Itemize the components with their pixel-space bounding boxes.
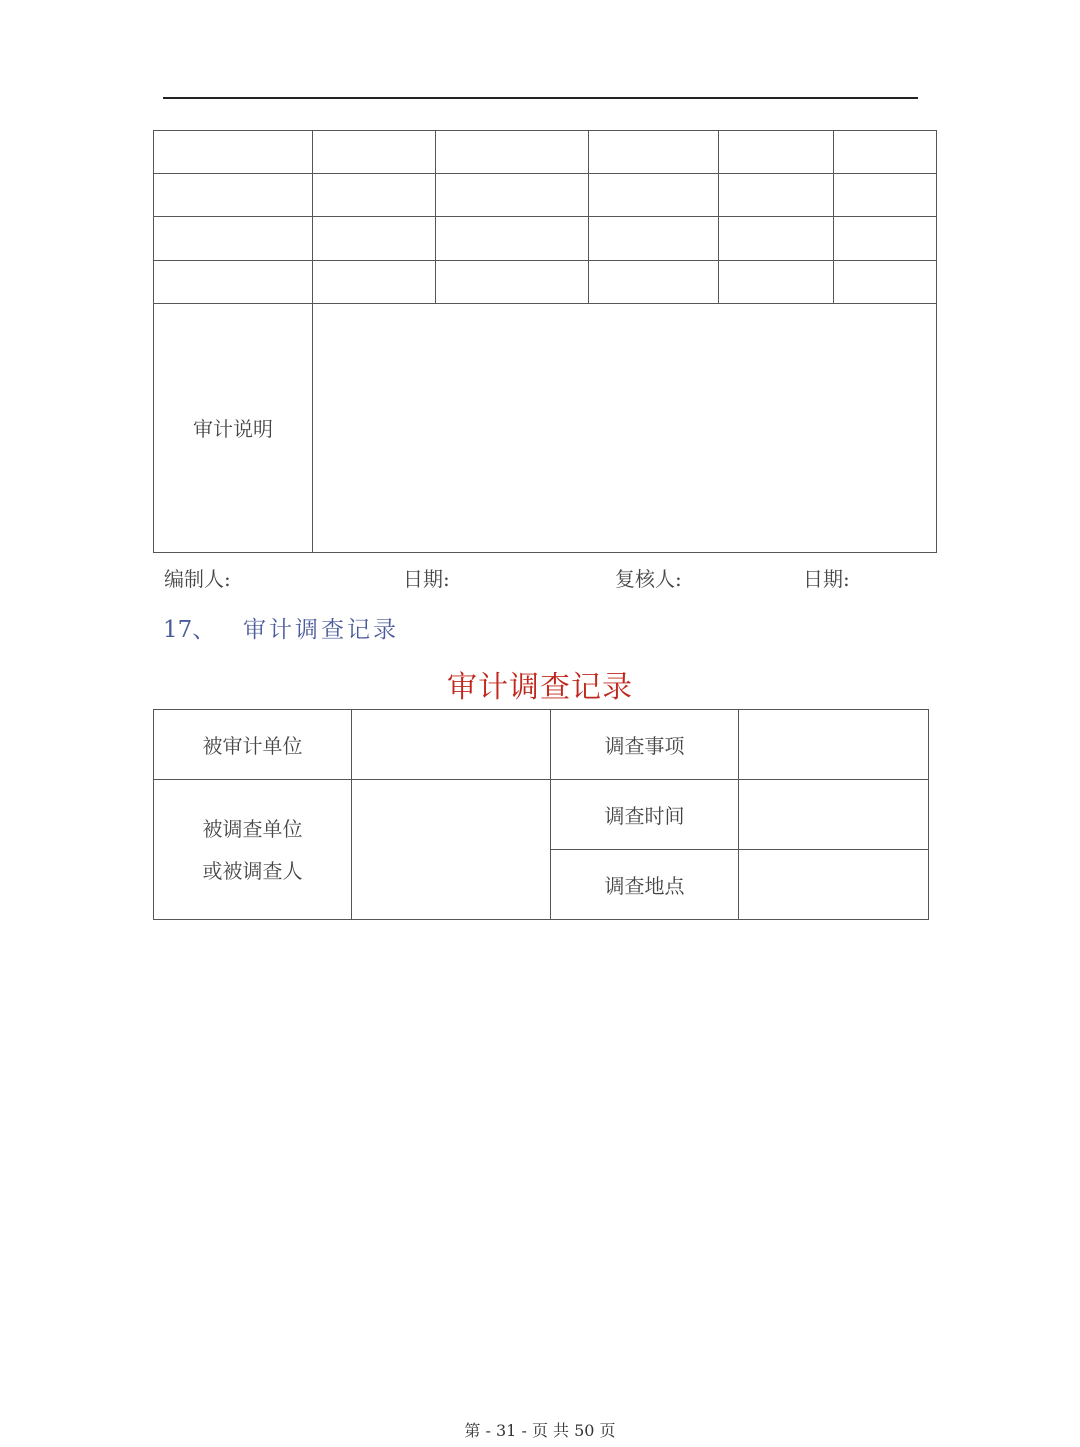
date-label: 日期: — [803, 567, 850, 591]
page-footer: 第 - 31 - 页 共 50 页 — [464, 1421, 616, 1440]
table-row — [154, 780, 929, 850]
investigation-matter-label: 调查事项 — [551, 710, 739, 780]
table-row — [154, 217, 937, 260]
audit-note-row — [154, 303, 937, 552]
table-row — [154, 710, 929, 780]
header-rule — [163, 97, 918, 99]
investigated-party-label — [154, 780, 352, 920]
form-title: 审计调查记录 — [447, 670, 633, 705]
table-row — [154, 131, 937, 174]
working-paper-table — [153, 130, 937, 553]
investigation-record-table — [153, 709, 929, 920]
investigation-time-value — [739, 780, 929, 850]
investigated-party-line2: 或被调查人 — [202, 858, 303, 883]
investigation-place-label: 调查地点 — [551, 850, 739, 920]
date-label: 日期: — [403, 567, 450, 591]
reviewer-label: 复核人: — [615, 567, 682, 591]
table-row — [154, 260, 937, 303]
audit-note-label: 审计说明 — [154, 303, 313, 552]
audited-unit-label: 被审计单位 — [154, 710, 352, 780]
investigation-matter-value — [739, 710, 929, 780]
section-number: 17、 — [163, 617, 216, 643]
audited-unit-value — [352, 710, 551, 780]
signature-line — [0, 563, 1080, 589]
section-heading — [163, 611, 399, 644]
section-title: 审计调查记录 — [243, 617, 399, 643]
investigated-party-line1: 被调查单位 — [202, 816, 303, 841]
table-row — [154, 174, 937, 217]
investigated-party-value — [352, 780, 551, 920]
investigation-time-label: 调查时间 — [551, 780, 739, 850]
audit-note-content — [313, 303, 937, 552]
preparer-label: 编制人: — [164, 567, 231, 591]
investigation-place-value — [739, 850, 929, 920]
